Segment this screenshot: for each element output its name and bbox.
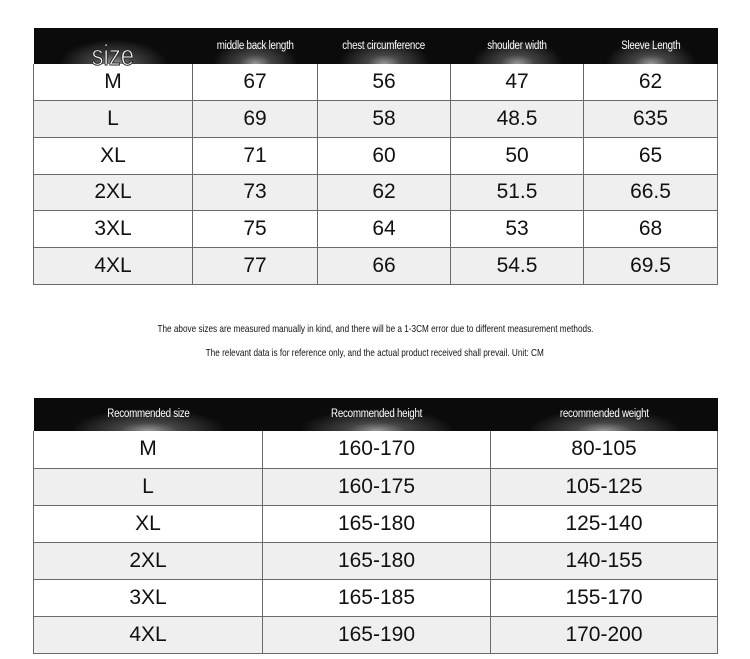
chest-cell: 58 bbox=[318, 101, 451, 138]
weight-cell: 125-140 bbox=[491, 505, 718, 542]
size-cell: M bbox=[34, 64, 193, 101]
back-length-cell: 71 bbox=[193, 137, 318, 174]
table-row bbox=[34, 211, 718, 248]
header-middle-back-length: middle back length bbox=[193, 28, 318, 64]
table-row bbox=[34, 431, 718, 468]
header-chest-circumference: chest circumference bbox=[318, 28, 451, 64]
size-cell: 3XL bbox=[34, 579, 263, 616]
back-length-cell: 69 bbox=[193, 101, 318, 138]
header-recommended-height: Recommended height bbox=[263, 398, 491, 431]
shoulder-cell: 54.5 bbox=[451, 247, 584, 284]
shoulder-cell: 47 bbox=[451, 64, 584, 101]
header-sleeve-length: Sleeve Length bbox=[584, 28, 718, 64]
weight-cell: 105-125 bbox=[491, 468, 718, 505]
height-cell: 160-170 bbox=[263, 431, 491, 468]
weight-cell: 80-105 bbox=[491, 431, 718, 468]
table-row bbox=[34, 468, 718, 505]
chest-cell: 62 bbox=[318, 174, 451, 211]
size-cell: 4XL bbox=[34, 247, 193, 284]
shoulder-cell: 48.5 bbox=[451, 101, 584, 138]
sleeve-cell: 68 bbox=[584, 211, 718, 248]
size-cell: M bbox=[34, 431, 263, 468]
back-length-cell: 73 bbox=[193, 174, 318, 211]
recommend-header-row bbox=[34, 398, 718, 431]
table-row bbox=[34, 616, 718, 653]
shoulder-cell: 51.5 bbox=[451, 174, 584, 211]
table-row bbox=[34, 542, 718, 579]
shoulder-cell: 50 bbox=[451, 137, 584, 174]
back-length-cell: 77 bbox=[193, 247, 318, 284]
size-cell: 2XL bbox=[34, 542, 263, 579]
chest-cell: 60 bbox=[318, 137, 451, 174]
chest-cell: 64 bbox=[318, 211, 451, 248]
height-cell: 165-185 bbox=[263, 579, 491, 616]
shoulder-cell: 53 bbox=[451, 211, 584, 248]
weight-cell: 155-170 bbox=[491, 579, 718, 616]
size-cell: L bbox=[34, 101, 193, 138]
measurement-note: The above sizes are measured manually in kind, and there will be a 1-3CM error due to different measurement methods. bbox=[157, 323, 593, 335]
weight-cell: 140-155 bbox=[491, 542, 718, 579]
size-chart-header-row bbox=[34, 28, 718, 64]
chest-cell: 66 bbox=[318, 247, 451, 284]
table-row bbox=[34, 174, 718, 211]
table-row bbox=[34, 137, 718, 174]
header-recommended-weight: recommended weight bbox=[491, 398, 718, 431]
sleeve-cell: 66.5 bbox=[584, 174, 718, 211]
header-shoulder-width: shoulder width bbox=[451, 28, 584, 64]
header-recommended-size: Recommended size bbox=[34, 398, 263, 431]
reference-note: The relevant data is for reference only, and the actual product received shall prevail. Unit: CM bbox=[205, 347, 545, 359]
height-cell: 165-190 bbox=[263, 616, 491, 653]
weight-cell: 170-200 bbox=[491, 616, 718, 653]
table-row bbox=[34, 101, 718, 138]
sleeve-cell: 69.5 bbox=[584, 247, 718, 284]
sleeve-cell: 62 bbox=[584, 64, 718, 101]
size-cell: 2XL bbox=[34, 174, 193, 211]
size-cell: L bbox=[34, 468, 263, 505]
table-row bbox=[34, 247, 718, 284]
back-length-cell: 75 bbox=[193, 211, 318, 248]
table-row bbox=[34, 505, 718, 542]
height-cell: 165-180 bbox=[263, 542, 491, 579]
height-cell: 165-180 bbox=[263, 505, 491, 542]
size-cell: XL bbox=[34, 505, 263, 542]
height-cell: 160-175 bbox=[263, 468, 491, 505]
sleeve-cell: 635 bbox=[584, 101, 718, 138]
table-row bbox=[34, 64, 718, 101]
size-cell: XL bbox=[34, 137, 193, 174]
table-row bbox=[34, 579, 718, 616]
back-length-cell: 67 bbox=[193, 64, 318, 101]
size-cell: 3XL bbox=[34, 211, 193, 248]
size-chart-table bbox=[33, 28, 718, 285]
recommended-size-table bbox=[33, 398, 718, 654]
size-cell: 4XL bbox=[34, 616, 263, 653]
chest-cell: 56 bbox=[318, 64, 451, 101]
sleeve-cell: 65 bbox=[584, 137, 718, 174]
header-size: size bbox=[34, 28, 193, 64]
